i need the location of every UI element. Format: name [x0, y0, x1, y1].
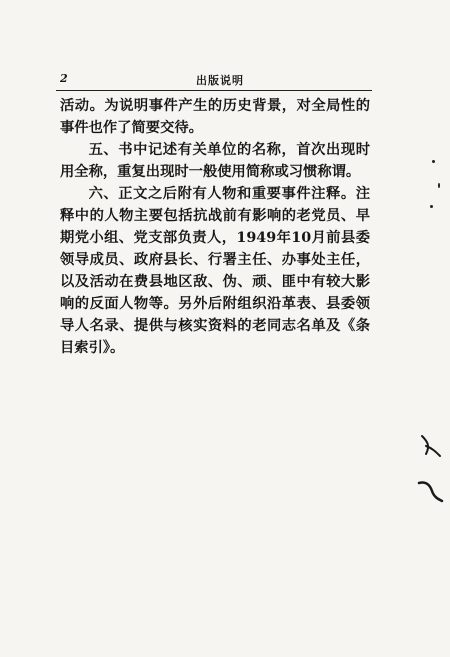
paragraph-item-five: 五、书中记述有关单位的名称，首次出现时用全称，重复出现时一般使用简称或习惯称谓。: [60, 142, 370, 180]
scan-mark: [432, 160, 435, 163]
header-rule: [56, 90, 372, 91]
body-text: [60, 95, 370, 359]
paragraph-continuation: 活动。为说明事件产生的历史背景，对全局性的事件也作了简要交待。: [60, 98, 370, 136]
scan-mark: [438, 183, 440, 188]
running-title: 出版说明: [196, 74, 244, 87]
page-header: [56, 70, 372, 88]
scan-mark: [430, 205, 433, 208]
page-number: 2: [60, 72, 68, 85]
paragraph-item-six: 六、正文之后附有人物和重要事件注释。注释中的人物主要包括抗战前有影响的老党员、早期党小组、党支部负责人，1949年10月前县委领导成员、政府县长、行署主任、办事处主任，以及活动在费县地区敌、伪、顽、匪中有较大影响的反面人物等。另外后附组织沿革表、县委领导人名录、提供与核实资料的老同志名单及《条目索引》。: [60, 186, 370, 356]
scan-smudge: [418, 432, 446, 462]
scan-smudge: [416, 475, 446, 505]
